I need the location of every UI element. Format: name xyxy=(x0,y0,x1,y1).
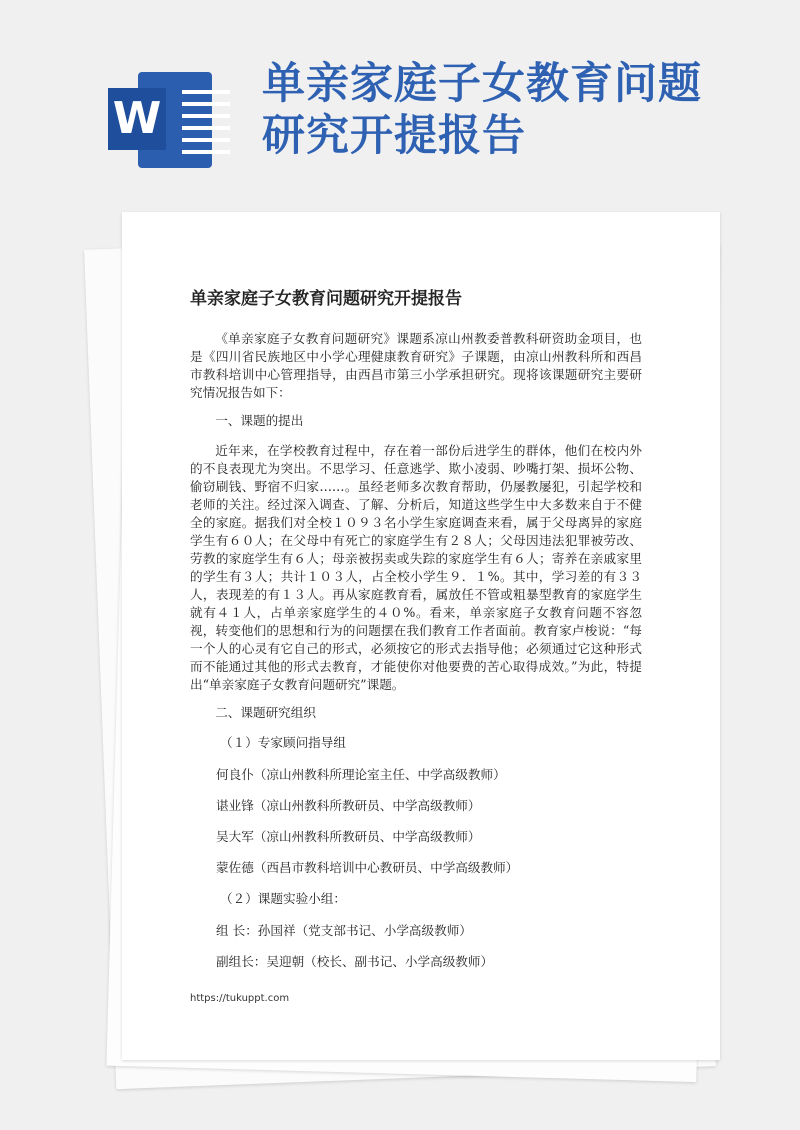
group-member-item: 副组长：吴迎朝（校长、副书记、小学高级教师） xyxy=(216,954,494,969)
advisor-item: 谌业锋（凉山州教科所教研员、中学高级教师） xyxy=(216,798,481,813)
advisor-item: 蒙佐德（西昌市教科培训中心教研员、中学高级教师） xyxy=(216,860,519,875)
intro-paragraph: 《单亲家庭子女教育问题研究》课题系凉山州教委普教科研资助金项目，也是《四川省民族地区中小学心理健康教育研究》子课题，由凉山州教科所和西昌市教科培训中心管理指导，由西昌市第三小学承担研究。现将该课题研究主要研究情况报告如下： xyxy=(190,331,642,400)
footer-url: https://tukuppt.com xyxy=(190,993,290,1004)
document-body xyxy=(190,330,642,984)
experiment-group-heading: （２）课题实验小组： xyxy=(220,891,346,906)
word-document-icon xyxy=(108,70,216,170)
document-title: 单亲家庭子女教育问题研究开提报告 xyxy=(190,289,462,309)
word-w-badge: W xyxy=(108,88,166,150)
advisor-item: 吴大军（凉山州教科所教研员、中学高级教师） xyxy=(216,829,481,844)
section-2-heading: 二、课题研究组织 xyxy=(215,705,316,720)
banner-title-line-1: 单亲家庭子女教育问题 xyxy=(262,59,702,109)
banner-title-line-2: 研究开提报告 xyxy=(262,111,526,161)
text-line-icon xyxy=(182,90,230,94)
advisor-item: 何良仆（凉山州教科所理论室主任、中学高级教师） xyxy=(216,767,506,782)
section-1-heading: 一、课题的提出 xyxy=(215,413,304,428)
text-line-icon xyxy=(182,126,230,130)
advisor-group-heading: （１）专家顾问指导组 xyxy=(220,735,346,750)
text-line-icon xyxy=(182,102,230,106)
text-line-icon xyxy=(182,150,230,154)
text-line-icon xyxy=(182,114,230,118)
header-banner xyxy=(0,0,800,215)
banner-title xyxy=(262,58,782,162)
text-line-icon xyxy=(182,138,230,142)
group-member-item: 组 长：孙国祥（党支部书记、小学高级教师） xyxy=(216,923,472,938)
section-1-paragraph: 近年来，在学校教育过程中，存在着一部份后进学生的群体，他们在校内外的不良表现尤为突出。不思学习、任意逃学、欺小凌弱、吵嘴打架、损坏公物、偷窃刷钱、野宿不归家……。虽经老师多次教育帮助，仍屡教屡犯，引起学校和老师的关注。经过深入调查、了解、分析后，知道这些学生中大多数来自于不健全的家庭。据我们对全校１０９３名小学生家庭调查来看，属于父母离异的家庭学生有６０人；在父母中有死亡的家庭学生有２８人；父母因违法犯罪被劳改、劳教的家庭学生有６人；母亲被拐卖或失踪的家庭学生有６人；寄养在亲戚家里的学生有３人；共计１０３人，占全校小学生９．１%。其中，学习差的有３３人，表现差的有１３人。再从家庭教育看，属放任不管或粗暴型教育的家庭学生就有４１人，占单亲家庭学生的４０%。看来，单亲家庭子女教育问题不容忽视，转变他们的思想和行为的问题摆在我们教育工作者面前。教育家卢梭说：“每一个人的心灵有它自己的形式，必须按它的形式去指导他；必须通过它这种形式而不能通过其他的形式去教育，才能使你对他要费的苦心取得成效。”为此，特提出“单亲家庭子女教育问题研究”课题。 xyxy=(190,443,642,692)
